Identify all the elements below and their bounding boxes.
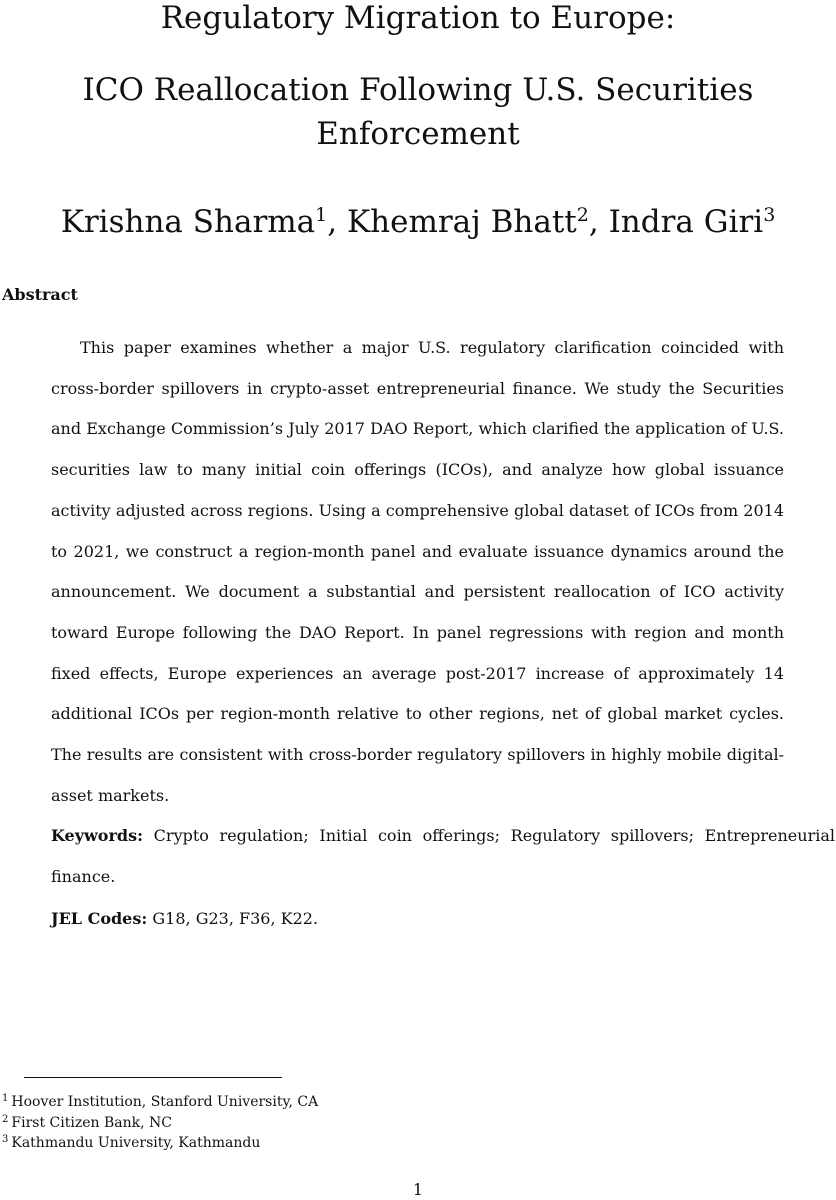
keywords-text: Crypto regulation; Initial coin offerings; Regulatory spillovers; Entrepreneurial finance. bbox=[51, 826, 835, 886]
jel-codes-text: G18, G23, F36, K22. bbox=[152, 909, 319, 928]
author-list: Krishna Sharma$^1$, Khemraj Bhatt$^2$, Indra Giri$^3$ bbox=[60, 204, 776, 240]
author-name: Khemraj Bhatt bbox=[346, 204, 577, 240]
footnote-mark: 3 bbox=[2, 1134, 9, 1145]
footnote-text: Hoover Institution, Stanford University, CA bbox=[11, 1094, 319, 1110]
footnote-mark: 1 bbox=[2, 1093, 9, 1104]
footnotes bbox=[2, 1092, 318, 1154]
author-affiliation-mark: 2 bbox=[576, 204, 589, 226]
paper-title-line-3: Enforcement bbox=[316, 116, 520, 152]
jel-codes-label: JEL Codes: bbox=[51, 909, 148, 928]
author-affiliation-mark: 1 bbox=[315, 204, 328, 226]
author-name: Krishna Sharma bbox=[60, 204, 316, 240]
footnote-text: Kathmandu University, Kathmandu bbox=[11, 1135, 261, 1151]
page-number: 1 bbox=[412, 1180, 424, 1199]
keywords-label: Keywords: bbox=[51, 826, 144, 845]
footnote-item bbox=[2, 1113, 318, 1134]
footnote-divider bbox=[24, 1077, 282, 1078]
footnote-item bbox=[2, 1133, 318, 1154]
footnote-mark: 2 bbox=[2, 1113, 9, 1125]
paper-title-line-1: Regulatory Migration to Europe: bbox=[160, 0, 676, 36]
author-affiliation-mark: 3 bbox=[763, 204, 776, 226]
keywords bbox=[51, 816, 835, 897]
footnote-item bbox=[2, 1092, 318, 1113]
abstract-body: This paper examines whether a major U.S. regulatory clarification coincided with cross-border spillovers in crypto-asset entrepreneurial finance. We study the Securities and Exchange Commission’s July 2017 DAO Report, which clarified the application of U.S. securities law to many initial coin offerings (ICOs), and analyze how global issuance activity adjusted across regions. Using a comprehensive global dataset of ICOs from 2014 to 2021, we construct a region-month panel and evaluate issuance dynamics around the announcement. We document a substantial and persistent reallocation of ICO activity toward Europe following the DAO Report. In panel regressions with region and month fixed effects, Europe experiences an average post-2017 increase of approximately 14 additional ICOs per region-month relative to other regions, net of global market cycles. The results are consistent with cross-border regulatory spillovers in highly mobile digital-asset markets. bbox=[51, 338, 784, 805]
paper-title-line-2: ICO Reallocation Following U.S. Securities bbox=[82, 72, 754, 108]
author-name: Indra Giri bbox=[608, 204, 764, 240]
footnote-text: First Citizen Bank, NC bbox=[11, 1114, 172, 1131]
jel-codes bbox=[51, 899, 318, 939]
abstract-heading: Abstract bbox=[2, 285, 78, 304]
